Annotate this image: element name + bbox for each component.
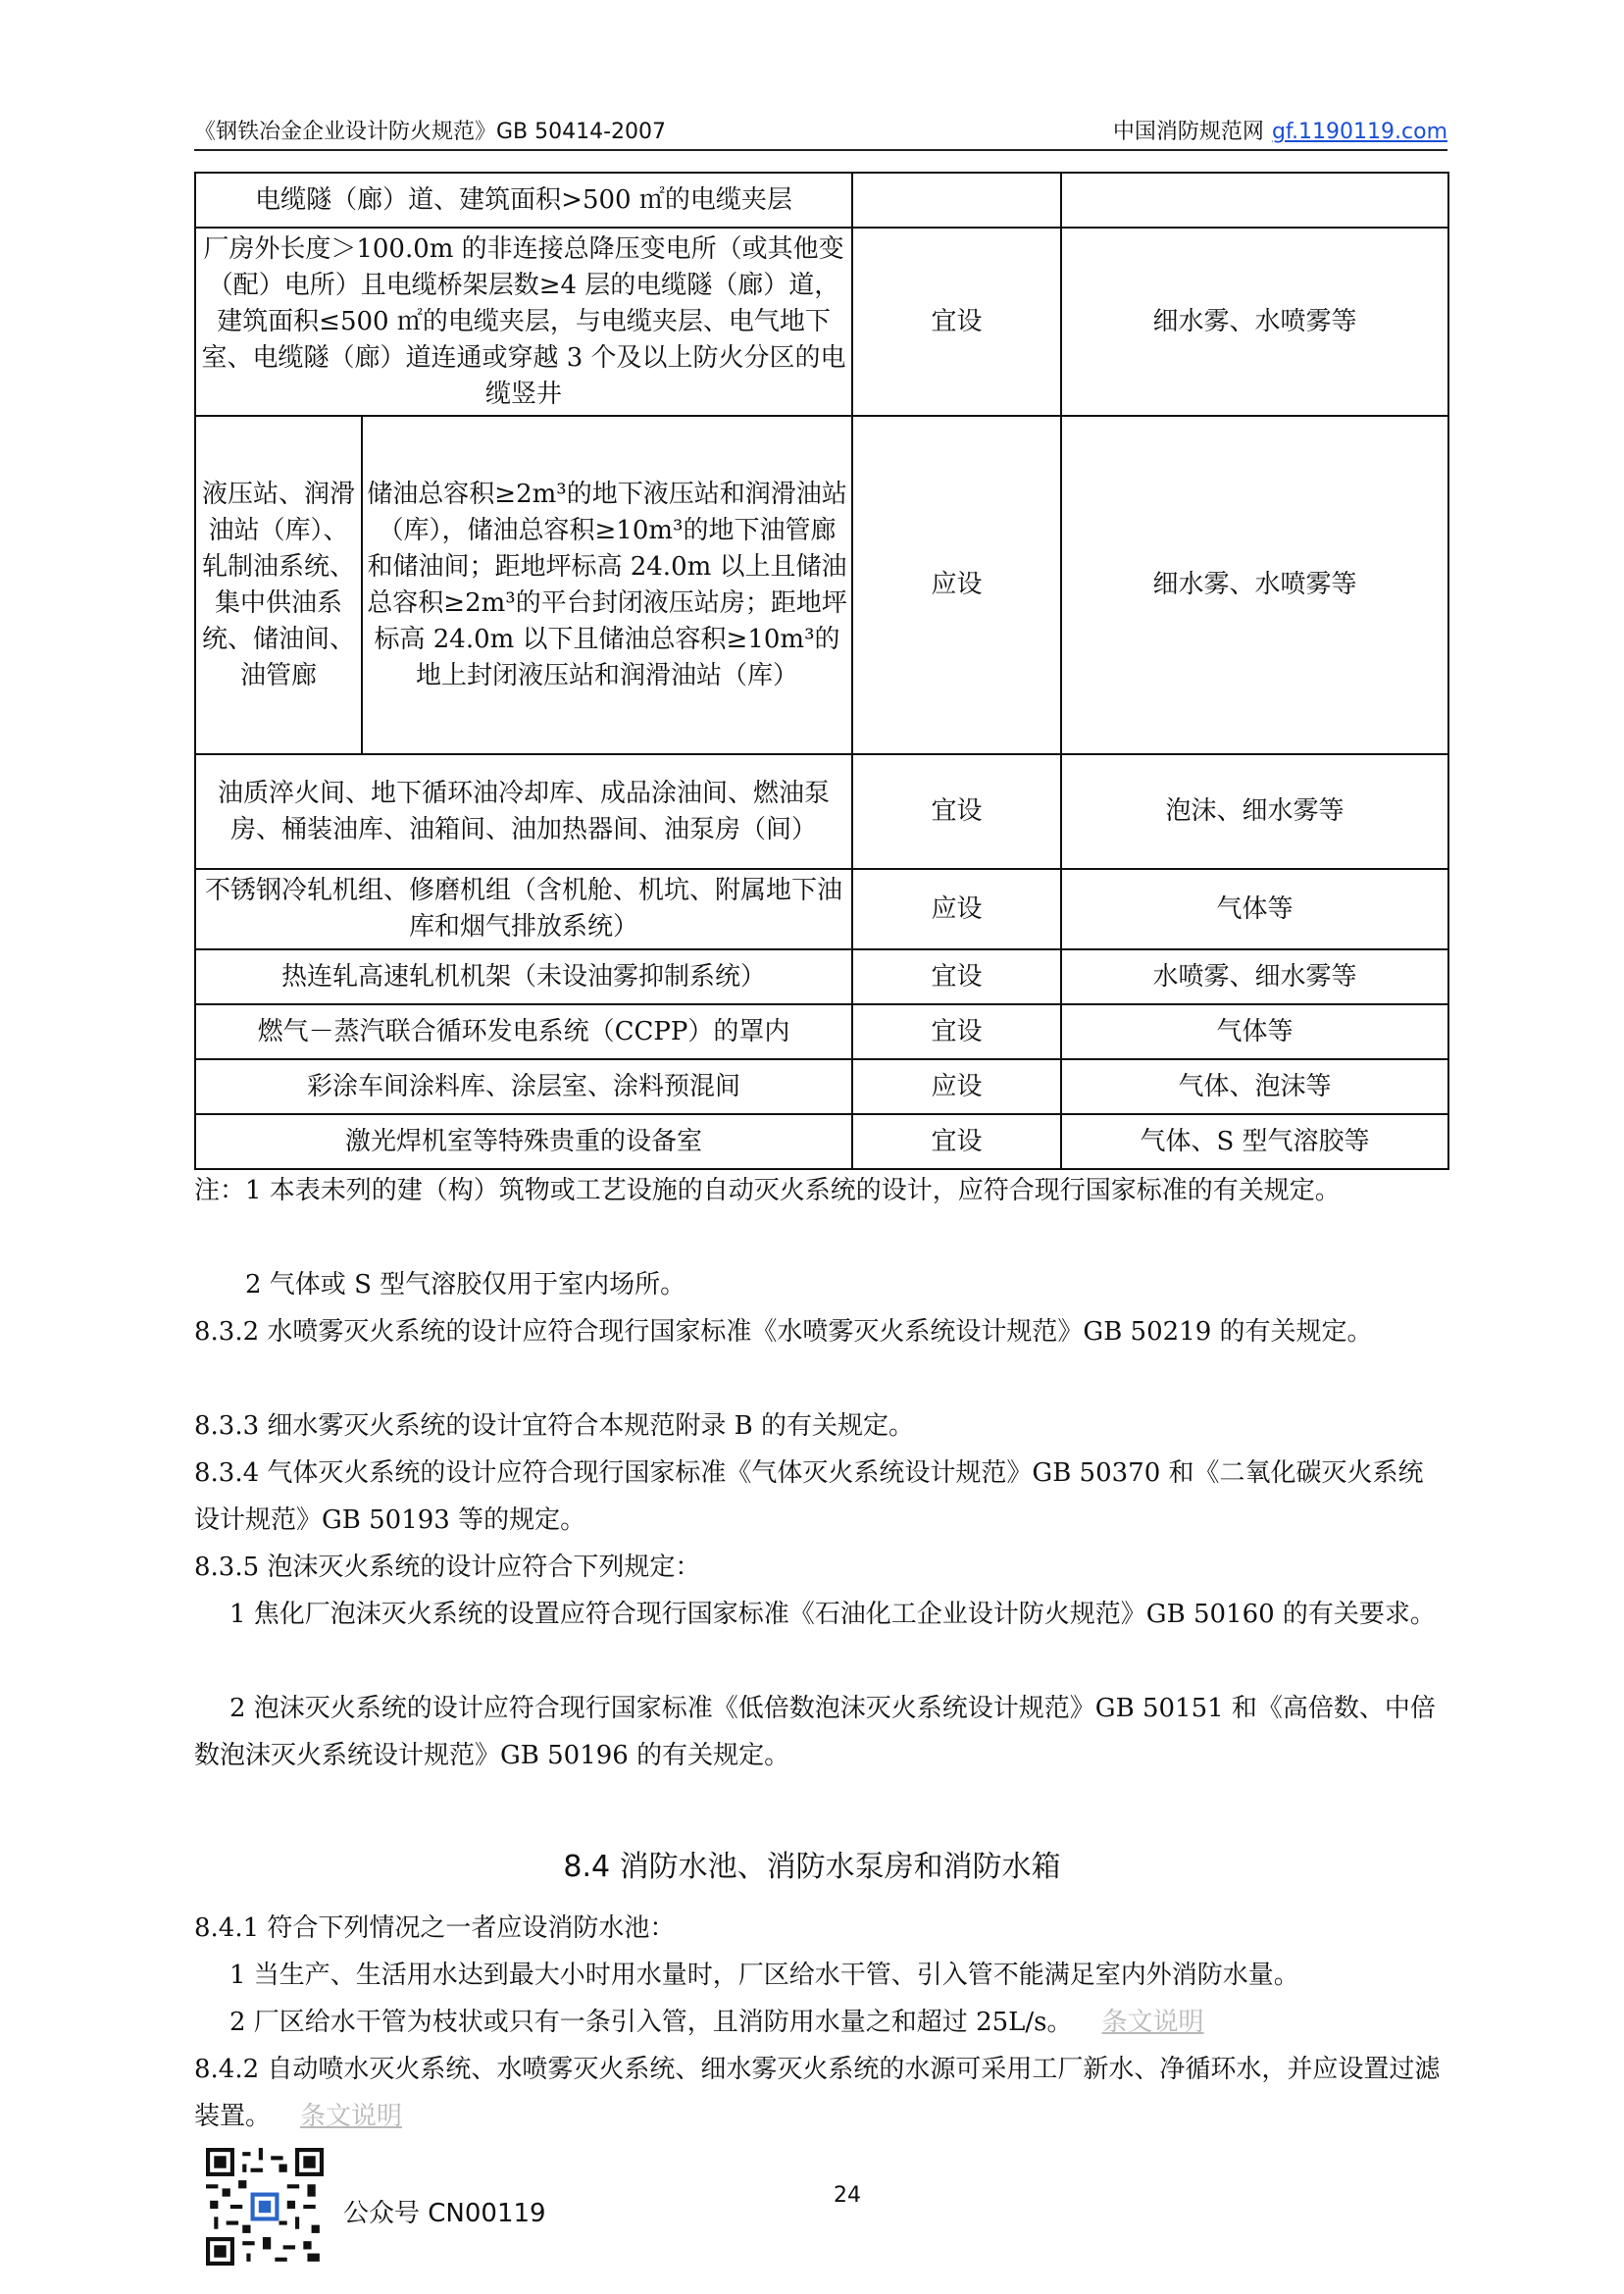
clause-8-4-1-item-1: 1 当生产、生活用水达到最大小时用水量时，厂区给水干管、引入管不能满足室内外消防水量。 bbox=[229, 1961, 1299, 1990]
table-cell-req: 宜设 bbox=[852, 1114, 1061, 1169]
clause-8-3-2: 8.3.2 水喷雾灭火系统的设计应符合现行国家标准《水喷雾灭火系统设计规范》GB 50219 的有关规定。 bbox=[194, 1317, 1373, 1347]
table-cell-type: 气体、泡沫等 bbox=[1061, 1059, 1448, 1114]
clause-8-4-2-text: 8.4.2 自动喷水灭火系统、水喷雾灭火系统、细水雾灭火系统的水源可采用工厂新水、净循环水，并应设置过滤装置。 bbox=[194, 2055, 1441, 2131]
table-cell-desc: 激光焊机室等特殊贵重的设备室 bbox=[195, 1114, 852, 1169]
table-row bbox=[195, 1004, 1448, 1059]
table-cell-req: 应设 bbox=[852, 869, 1061, 949]
table-cell-req: 应设 bbox=[852, 416, 1061, 754]
table-cell-desc: 燃气－蒸汽联合循环发电系统（CCPP）的罩内 bbox=[195, 1004, 852, 1059]
table-cell-type: 细水雾、水喷雾等 bbox=[1061, 416, 1448, 754]
table-row bbox=[195, 416, 1448, 754]
table-cell-desc: 电缆隧（廊）道、建筑面积>500 ㎡的电缆夹层 bbox=[195, 173, 852, 228]
explanation-link[interactable]: 条文说明 bbox=[300, 2102, 403, 2131]
wechat-account: 公众号 CN00119 bbox=[343, 2199, 546, 2228]
table-cell-type: 泡沫、细水雾等 bbox=[1061, 754, 1448, 869]
table-cell-group: 液压站、润滑油站（库）、轧制油系统、集中供油系统、储油间、油管廊 bbox=[195, 416, 362, 754]
table-cell-type: 气体等 bbox=[1061, 869, 1448, 949]
clause-8-3-3: 8.3.3 细水雾灭火系统的设计宜符合本规范附录 B 的有关规定。 bbox=[194, 1411, 915, 1441]
table-cell-type: 气体等 bbox=[1061, 1004, 1448, 1059]
table-row bbox=[195, 1059, 1448, 1114]
clause-8-4-1: 8.4.1 符合下列情况之一者应设消防水池： bbox=[194, 1913, 676, 1943]
table-cell-req: 宜设 bbox=[852, 228, 1061, 416]
site-link[interactable]: gf.1190119.com bbox=[1271, 120, 1447, 144]
table-row bbox=[195, 949, 1448, 1004]
table-row bbox=[195, 754, 1448, 869]
table-cell-type: 水喷雾、细水雾等 bbox=[1061, 949, 1448, 1004]
page-header bbox=[194, 116, 1447, 151]
clause-8-4-2 bbox=[194, 2046, 1447, 2140]
table-cell-desc: 不锈钢冷轧机组、修磨机组（含机舱、机坑、附属地下油库和烟气排放系统） bbox=[195, 869, 852, 949]
site-label: 中国消防规范网 bbox=[1112, 120, 1264, 144]
page-number: 24 bbox=[834, 2183, 861, 2208]
clause-8-3-5: 8.3.5 泡沫灭火系统的设计应符合下列规定： bbox=[194, 1553, 701, 1582]
table-cell-desc: 储油总容积≥2m³的地下液压站和润滑油站（库），储油总容积≥10m³的地下油管廊和储油间；距地坪标高 24.0m 以上且储油总容积≥2m³的平台封闭液压站房；距地坪标高 24.0m 以下且储油总容积≥10m³的地上封闭液压站和润滑油站（库） bbox=[362, 416, 852, 754]
clause-8-3-5-item-1: 1 焦化厂泡沫灭火系统的设置应符合现行国家标准《石油化工企业设计防火规范》GB 50160 的有关要求。 bbox=[229, 1600, 1436, 1629]
table-row bbox=[195, 173, 1448, 228]
table-cell-req bbox=[852, 173, 1061, 228]
clause-8-4-1-item-2 bbox=[194, 1999, 1447, 2046]
explanation-link[interactable]: 条文说明 bbox=[1101, 2008, 1204, 2037]
table-cell-desc: 彩涂车间涂料库、涂层室、涂料预混间 bbox=[195, 1059, 852, 1114]
table-note-2: 2 气体或 S 型气溶胶仅用于室内场所。 bbox=[245, 1270, 686, 1300]
table-cell-type: 细水雾、水喷雾等 bbox=[1061, 228, 1448, 416]
clause-8-3-5-item-2: 2 泡沫灭火系统的设计应符合现行国家标准《低倍数泡沫灭火系统设计规范》GB 50151 和《高倍数、中倍数泡沫灭火系统设计规范》GB 50196 的有关规定。 bbox=[194, 1694, 1436, 1770]
table-cell-type: 气体、S 型气溶胶等 bbox=[1061, 1114, 1448, 1169]
clause-8-3-4: 8.3.4 气体灭火系统的设计应符合现行国家标准《气体灭火系统设计规范》GB 50370 和《二氧化碳灭火系统设计规范》GB 50193 等的规定。 bbox=[194, 1458, 1424, 1535]
table-row bbox=[195, 1114, 1448, 1169]
section-heading: 8.4 消防水池、消防水泵房和消防水箱 bbox=[563, 1850, 1061, 1884]
table-cell-desc: 油质淬火间、地下循环油冷却库、成品涂油间、燃油泵房、桶装油库、油箱间、油加热器间、油泵房（间） bbox=[195, 754, 852, 869]
site-name bbox=[1113, 115, 1447, 145]
table-cell-type bbox=[1061, 173, 1448, 228]
document-title: 《钢铁冶金企业设计防火规范》GB 50414-2007 bbox=[194, 120, 667, 144]
table-cell-req: 宜设 bbox=[852, 754, 1061, 869]
clause-8-4-1-item-2-text: 2 厂区给水干管为枝状或只有一条引入管，且消防用水量之和超过 25L/s。 bbox=[229, 2008, 1073, 2037]
fire-system-table bbox=[194, 172, 1449, 1170]
table-cell-desc: 热连轧高速轧机机架（未设油雾抑制系统） bbox=[195, 949, 852, 1004]
table-cell-req: 宜设 bbox=[852, 1004, 1061, 1059]
table-row bbox=[195, 228, 1448, 416]
table-cell-desc: 厂房外长度＞100.0m 的非连接总降压变电所（或其他变（配）电所）且电缆桥架层数≥4 层的电缆隧（廊）道，建筑面积≤500 ㎡的电缆夹层，与电缆夹层、电气地下室、电缆隧（廊）道连通或穿越 3 个及以上防火分区的电缆竖井 bbox=[195, 228, 852, 416]
table-cell-req: 宜设 bbox=[852, 949, 1061, 1004]
table-note-1: 注：1 本表未列的建（构）筑物或工艺设施的自动灭火系统的设计，应符合现行国家标准的有关规定。 bbox=[194, 1176, 1341, 1205]
qr-code-icon bbox=[206, 2148, 324, 2266]
table-row bbox=[195, 869, 1448, 949]
table-cell-req: 应设 bbox=[852, 1059, 1061, 1114]
